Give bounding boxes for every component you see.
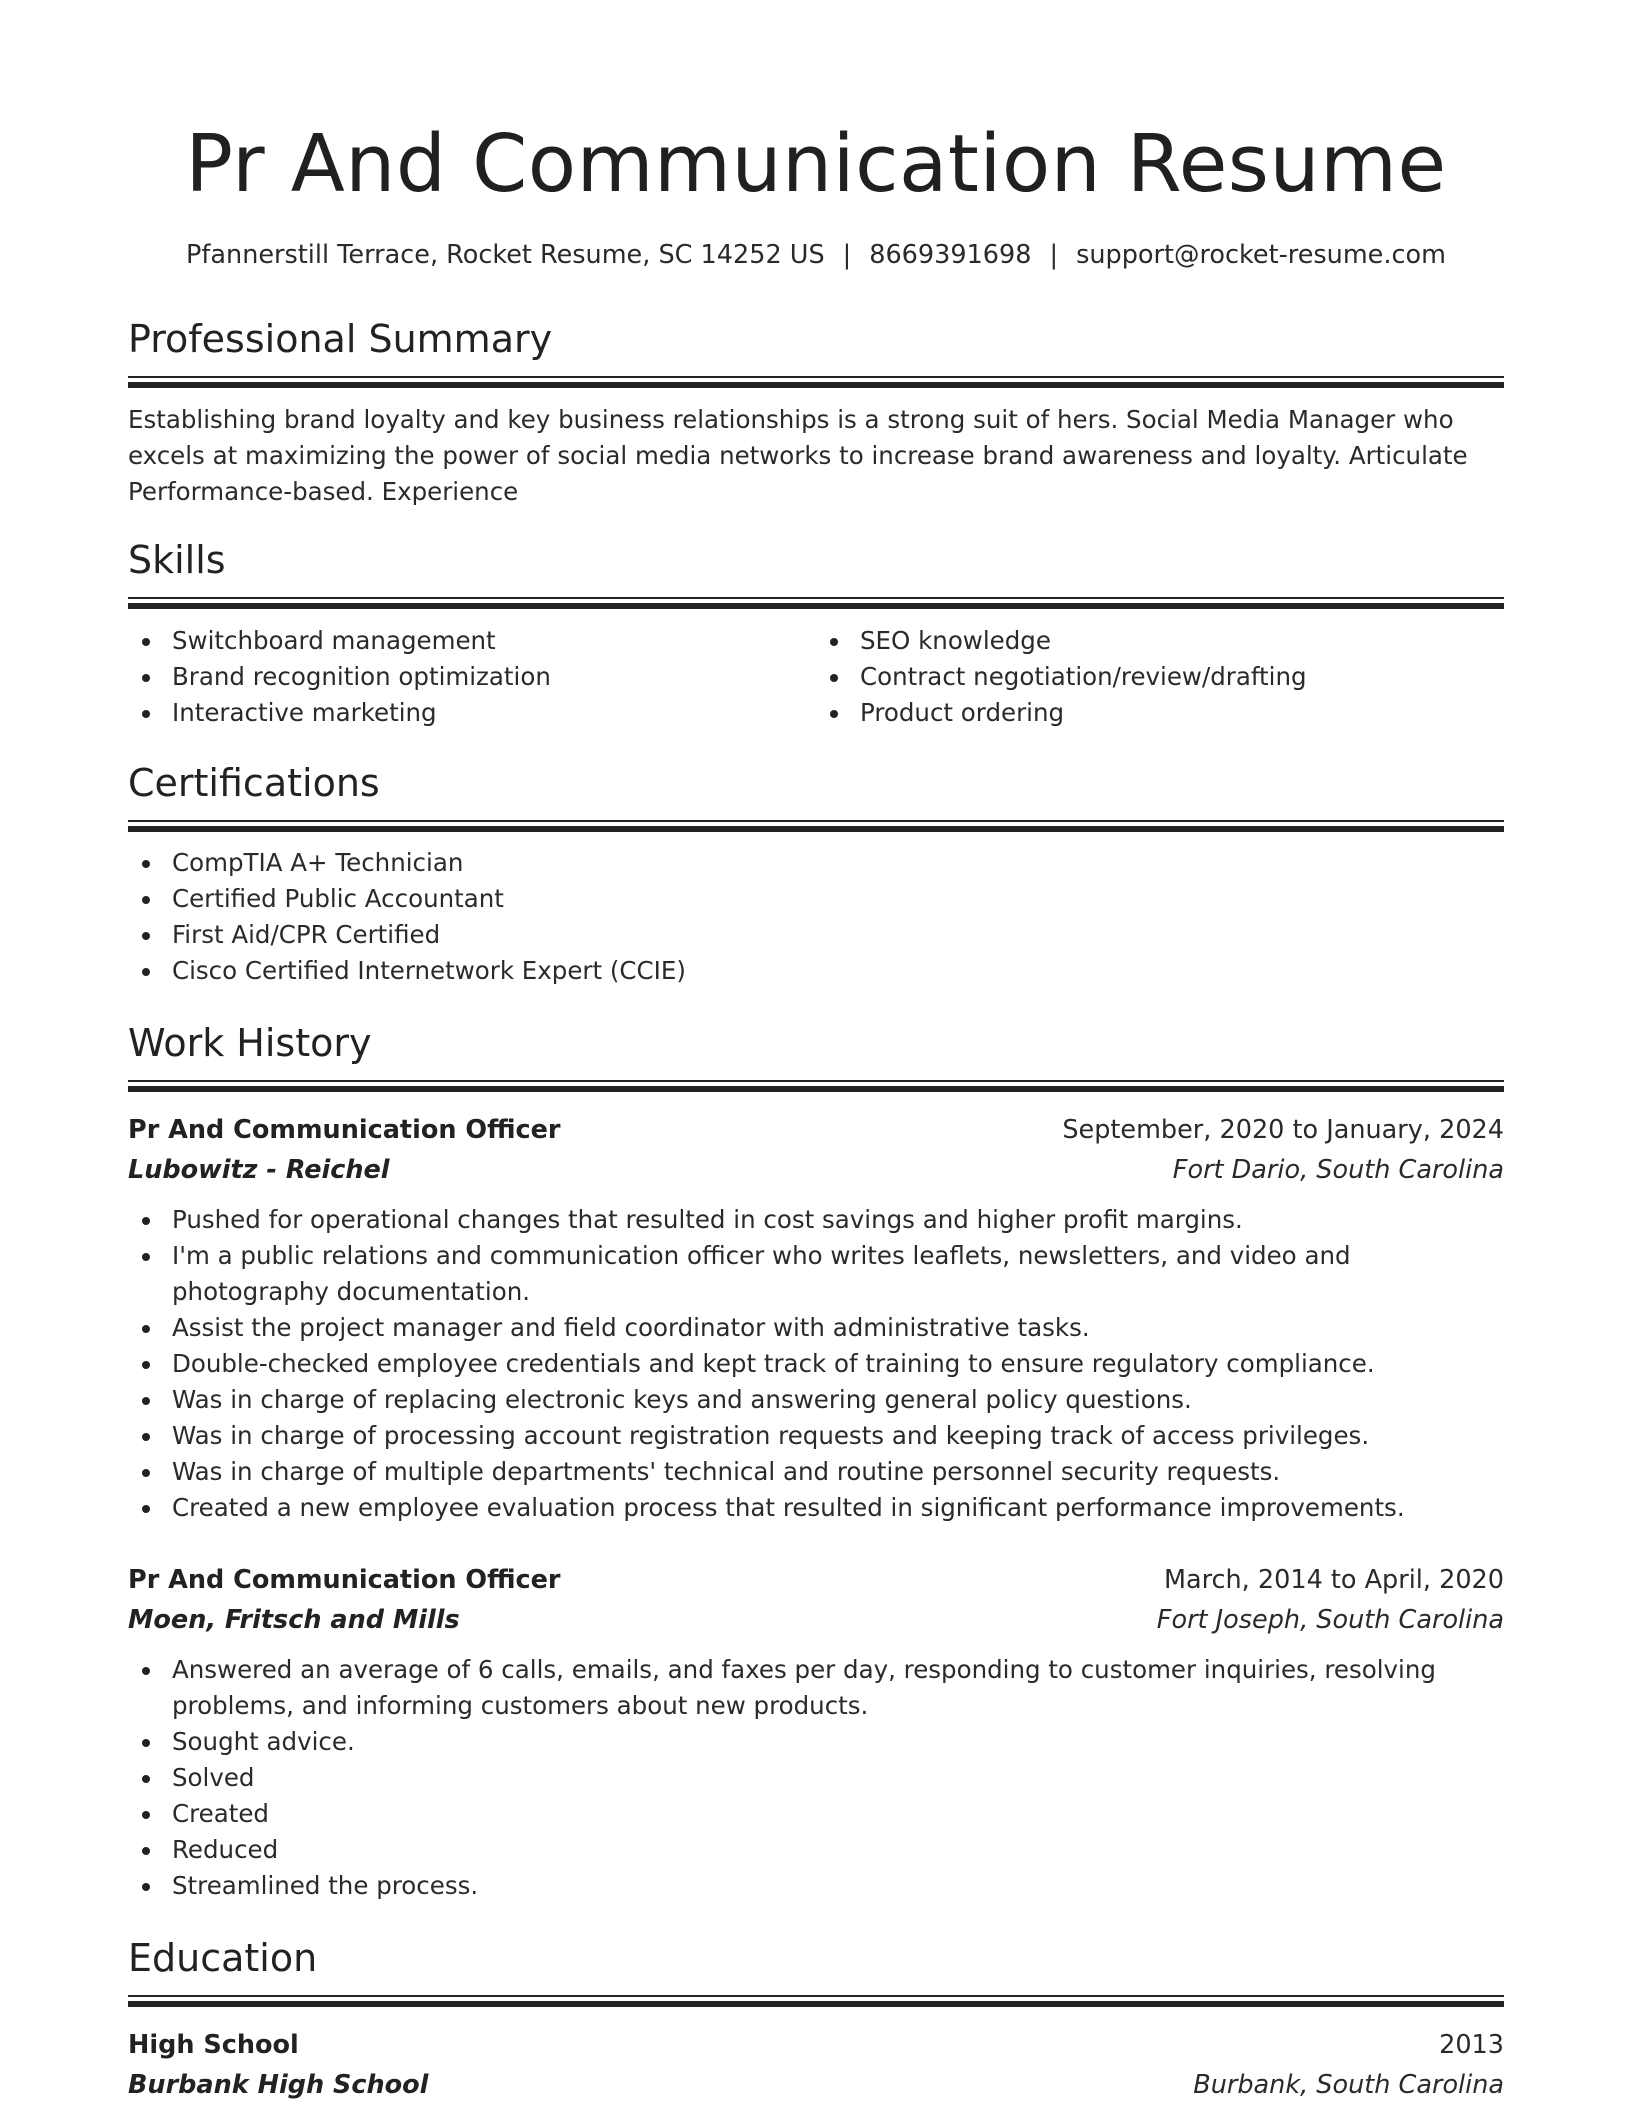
summary-heading: Professional Summary — [128, 317, 553, 361]
job-bullet: Created a new employee evaluation process that resulted in significant performance improvements. — [128, 1490, 1504, 1526]
certifications-list — [128, 845, 1504, 989]
education-school: Burbank High School — [128, 2070, 429, 2100]
job-bullet: I'm a public relations and communication officer who writes leaflets, newsletters, and video and photography documentation. — [128, 1238, 1504, 1310]
job-company-row — [128, 1150, 1504, 1190]
certification-item: First Aid/CPR Certified — [128, 917, 1504, 953]
job-bullet: Was in charge of processing account registration requests and keeping track of access privileges. — [128, 1418, 1504, 1454]
summary-section — [128, 317, 1504, 506]
skills-heading: Skills — [128, 538, 226, 582]
summary-text: Establishing brand loyalty and key business relationships is a strong suit of hers. Social Media Manager who excels at maximizing the power of social media networks to increase brand awareness and loyalty. Articulate Performance-based. Experience — [128, 405, 1468, 506]
section-divider — [128, 820, 1504, 832]
job-bullet: Created — [128, 1796, 1504, 1832]
job-location: Fort Joseph, South Carolina — [1156, 1605, 1504, 1635]
job-entry — [128, 1110, 1504, 1526]
skills-columns — [128, 623, 1504, 731]
job-header-row — [128, 1110, 1504, 1150]
contact-separator: | — [842, 240, 852, 270]
contact-address: Pfannerstill Terrace, Rocket Resume, SC 14252 US — [186, 240, 825, 270]
job-bullet: Solved — [128, 1760, 1504, 1796]
job-company: Lubowitz - Reichel — [128, 1155, 390, 1185]
education-heading: Education — [128, 1936, 318, 1980]
contact-phone: 8669391698 — [869, 240, 1032, 270]
skills-list-right — [816, 623, 1504, 731]
job-company-row — [128, 1600, 1504, 1640]
contact-email: support@rocket-resume.com — [1076, 240, 1446, 270]
section-divider — [128, 1995, 1504, 2007]
job-bullet: Sought advice. — [128, 1724, 1504, 1760]
job-dates: March, 2014 to April, 2020 — [1163, 1565, 1504, 1595]
skills-section — [128, 538, 1504, 727]
certification-item: Certified Public Accountant — [128, 881, 1504, 917]
job-bullet: Was in charge of replacing electronic keys and answering general policy questions. — [128, 1382, 1504, 1418]
education-section — [128, 1936, 1504, 2100]
job-bullets — [128, 1202, 1504, 1526]
job-bullet: Double-checked employee credentials and kept track of training to ensure regulatory compliance. — [128, 1346, 1504, 1382]
section-divider — [128, 597, 1504, 609]
skill-item: Interactive marketing — [128, 695, 816, 731]
education-school-row — [128, 2065, 1504, 2105]
job-dates: September, 2020 to January, 2024 — [1062, 1115, 1504, 1145]
education-entry — [128, 2025, 1504, 2105]
job-company: Moen, Fritsch and Mills — [128, 1605, 460, 1635]
certifications-section — [128, 761, 1504, 985]
job-bullet: Answered an average of 6 calls, emails, and faxes per day, responding to customer inquiries, resolving problems, and informing customers about new products. — [128, 1652, 1504, 1724]
job-entry — [128, 1560, 1504, 1904]
job-bullet: Reduced — [128, 1832, 1504, 1868]
resume-title: Pr And Communication Resume — [185, 118, 1447, 210]
job-bullets — [128, 1652, 1504, 1904]
work-history-heading: Work History — [128, 1021, 372, 1065]
job-title: Pr And Communication Officer — [128, 1565, 561, 1595]
section-divider — [128, 1080, 1504, 1092]
education-location: Burbank, South Carolina — [1193, 2070, 1504, 2100]
education-degree: High School — [128, 2030, 299, 2060]
certification-item: CompTIA A+ Technician — [128, 845, 1504, 881]
work-history-section — [128, 1021, 1504, 1900]
certifications-heading: Certifications — [128, 761, 380, 805]
job-bullet: Assist the project manager and field coordinator with administrative tasks. — [128, 1310, 1504, 1346]
job-bullet: Was in charge of multiple departments' technical and routine personnel security requests. — [128, 1454, 1504, 1490]
contact-line — [0, 240, 1632, 270]
skill-item: Product ordering — [816, 695, 1504, 731]
certification-item: Cisco Certified Internetwork Expert (CCIE) — [128, 953, 1504, 989]
skill-item: SEO knowledge — [816, 623, 1504, 659]
skill-item: Contract negotiation/review/drafting — [816, 659, 1504, 695]
skill-item: Brand recognition optimization — [128, 659, 816, 695]
contact-separator: | — [1049, 240, 1059, 270]
skills-list-left — [128, 623, 816, 731]
skill-item: Switchboard management — [128, 623, 816, 659]
job-location: Fort Dario, South Carolina — [1172, 1155, 1504, 1185]
job-header-row — [128, 1560, 1504, 1600]
education-header-row — [128, 2025, 1504, 2065]
job-title: Pr And Communication Officer — [128, 1115, 561, 1145]
section-divider — [128, 376, 1504, 388]
job-bullet: Streamlined the process. — [128, 1868, 1504, 1904]
job-bullet: Pushed for operational changes that resulted in cost savings and higher profit margins. — [128, 1202, 1504, 1238]
education-year: 2013 — [1439, 2030, 1504, 2060]
